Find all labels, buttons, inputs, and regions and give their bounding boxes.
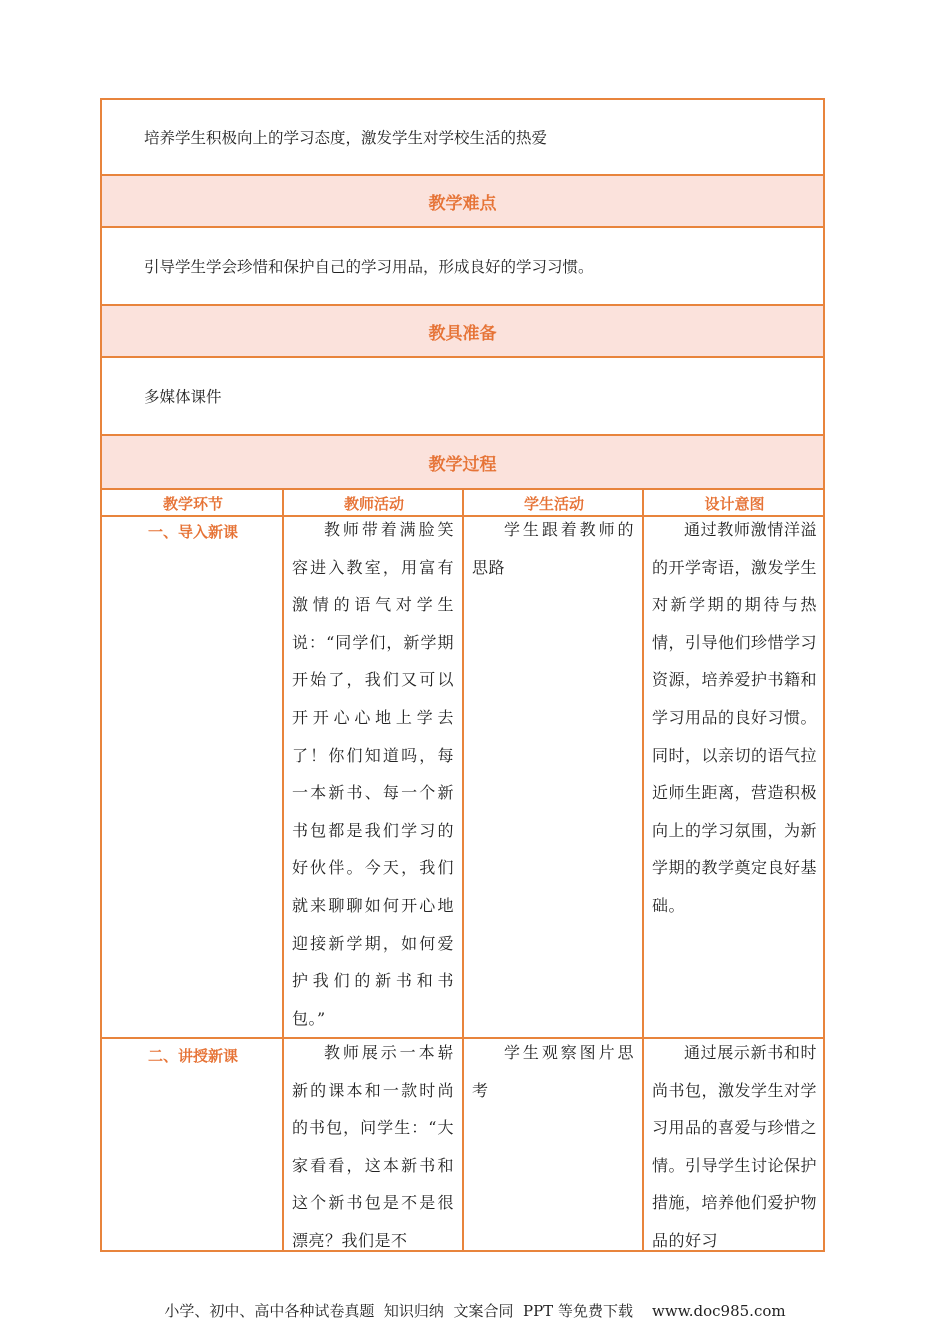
column-header-student: 学生活动 — [523, 495, 584, 513]
column-header-teacher: 教师活动 — [343, 495, 404, 513]
teacher-activity-cell: 教师展示一本崭新的课本和一款时尚的书包，问学生：“大家看看，这本新书和这个新书包是不是很漂亮？我们是不 — [292, 1043, 454, 1250]
stage-label: 一、导入新课 — [147, 523, 238, 541]
materials-text-row — [102, 358, 823, 434]
objective-text: 培养学生积极向上的学习态度，激发学生对学校生活的热爱 — [144, 129, 548, 147]
footer-text: 小学、初中、高中各种试卷真题 知识归纳 文案合同 PPT 等免费下载 www.doc985.com — [164, 1302, 786, 1320]
lesson-plan-table — [100, 98, 825, 1252]
student-activity-cell: 学生观察图片思考 — [472, 1043, 634, 1100]
materials-text: 多媒体课件 — [144, 388, 222, 406]
design-intent-cell: 通过教师激情洋溢的开学寄语，激发学生对新学期的期待与热情，引导他们珍惜学习资源，培养爱护书籍和学习用品的良好习惯。同时，以亲切的语气拉近师生距离，营造积极向上的学习氛围，为新学期的教学奠定良好基础。 — [652, 520, 818, 915]
process-header — [102, 436, 823, 488]
objective-text-row — [102, 100, 823, 174]
column-header-stage: 教学环节 — [162, 495, 223, 513]
stage-label: 二、讲授新课 — [147, 1047, 238, 1065]
process-title: 教学过程 — [428, 454, 497, 475]
materials-title: 教具准备 — [428, 323, 497, 344]
column-header-intent: 设计意图 — [704, 495, 765, 513]
materials-header — [102, 306, 823, 356]
difficulty-title: 教学难点 — [428, 193, 497, 214]
difficulty-text-row — [102, 228, 823, 304]
design-intent-cell: 通过展示新书和时尚书包，激发学生对学习用品的喜爱与珍惜之情。引导学生讨论保护措施，培养他们爱护物品的好习 — [652, 1043, 818, 1250]
student-activity-cell: 学生跟着教师的思路 — [472, 520, 634, 577]
teacher-activity-cell: 教师带着满脸笑容进入教室，用富有激情的语气对学生说：“同学们，新学期开始了，我们又可以开开心心地上学去了！你们知道吗，每一本新书、每一个新书包都是我们学习的好伙伴。今天，我们就来聊聊如何开心地迎接新学期，如何爱护我们的新书和书包。” — [292, 520, 454, 1028]
difficulty-header — [102, 176, 823, 226]
difficulty-text: 引导学生学会珍惜和保护自己的学习用品，形成良好的学习习惯。 — [144, 258, 594, 276]
